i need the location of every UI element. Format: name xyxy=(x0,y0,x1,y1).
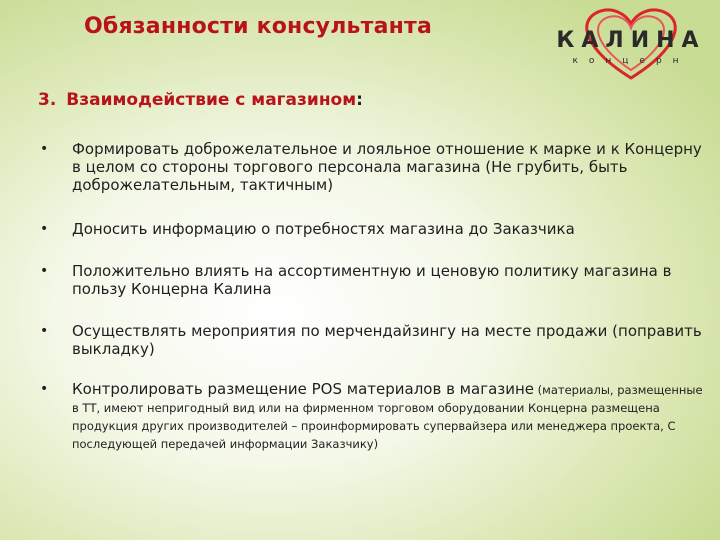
section-heading-text: Взаимодействие с магазином xyxy=(66,90,357,110)
bullet-text: Положительно влиять на ассортиментную и ценовую политику магазина в пользу Концерна Калина xyxy=(72,262,672,298)
bullet-text: Доносить информацию о потребностях магазина до Заказчика xyxy=(72,220,575,238)
bullet-note-text: (материалы, размещенные в ТТ, имеют непригодный вид или на фирменном торговом оборудовании Концерна размещена продукция других производителей – проинформировать супервайзера или менеджера проекта, С последующей передачей информации Заказчику) xyxy=(72,383,703,451)
bullet-main-text: Контролировать размещение POS материалов в магазине xyxy=(72,380,535,398)
bullet-text xyxy=(72,380,710,452)
section-heading xyxy=(38,90,363,110)
bullet-marker: • xyxy=(40,263,49,279)
page-title: Обязанности консультанта xyxy=(84,14,433,39)
logo-wordmark: КАЛИНА xyxy=(556,28,706,53)
section-heading-colon: : xyxy=(356,90,363,110)
bullet-text: Осуществлять мероприятия по мерчендайзингу на месте продажи (поправить выкладку) xyxy=(72,322,702,358)
bullet-marker: • xyxy=(40,323,49,339)
brand-logo xyxy=(546,4,716,82)
bullet-marker: • xyxy=(40,221,49,237)
logo-subtitle: концерн xyxy=(572,56,690,66)
bullet-text: Формировать доброжелательное и лояльное отношение к марке и к Концерну в целом со стороны торгового персонала магазина (Не грубить, быть доброжелательным, тактичным) xyxy=(72,140,702,194)
bullet-marker: • xyxy=(40,141,49,157)
bullet-marker: • xyxy=(40,381,49,397)
section-number: 3. xyxy=(38,90,57,110)
